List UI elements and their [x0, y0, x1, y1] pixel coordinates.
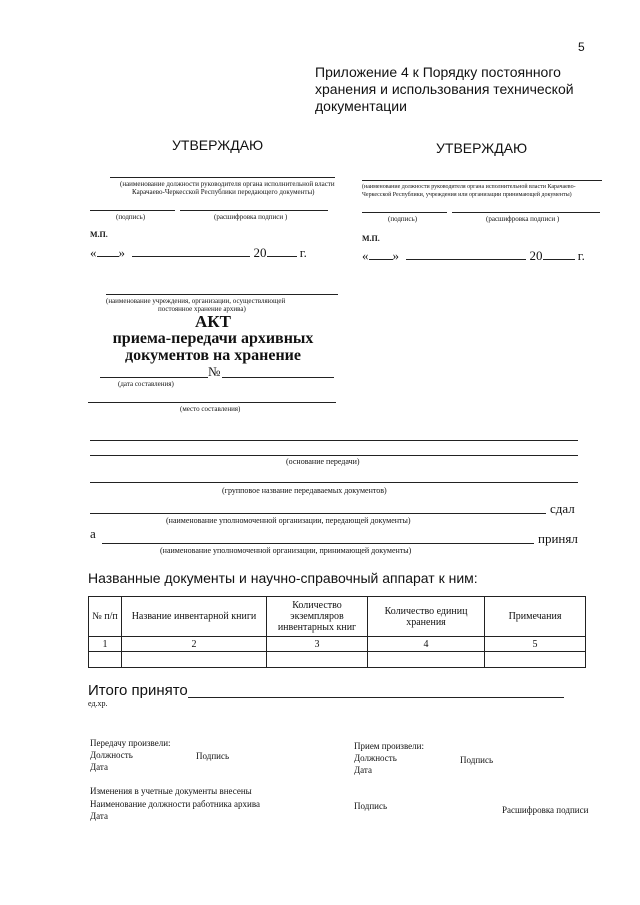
approve-left-year-prefix: 20 [253, 245, 267, 260]
table-cell[interactable] [485, 652, 586, 668]
received-line[interactable] [102, 543, 534, 544]
accounting-line-2: Наименование должности работника архива [90, 799, 260, 809]
handed-caption: (наименование уполномоченной организации, передающей документы) [166, 516, 411, 525]
approve-left-decoding-line[interactable] [180, 210, 328, 211]
table-cell[interactable] [267, 652, 368, 668]
act-place-line[interactable] [88, 402, 336, 403]
institution-line[interactable] [106, 294, 338, 295]
approve-right-signature-caption: (подпись) [388, 215, 418, 223]
approve-left-position-caption-1: (наименование должности руководителя органа исполнительной власти [120, 180, 335, 188]
table-cell[interactable] [89, 652, 122, 668]
documents-table [88, 596, 586, 668]
total-line[interactable] [188, 697, 564, 698]
act-number-sign: № [208, 364, 221, 379]
accounting-line-1: Изменения в учетные документы внесены [90, 786, 252, 796]
table-number-row [89, 637, 586, 652]
approve-left-signature-caption: (подпись) [116, 213, 146, 221]
date-close-quote: » [118, 245, 125, 260]
date-open-quote: « [362, 248, 369, 263]
column-number-3: 3 [267, 637, 368, 652]
approve-right-decoding-line[interactable] [452, 212, 600, 213]
header-book-name: Название инвентарной книги [122, 597, 267, 637]
approve-left-month-field[interactable] [132, 256, 250, 257]
received-signature: Подпись [460, 755, 494, 765]
basis-line-2[interactable] [90, 455, 578, 456]
table-cell[interactable] [122, 652, 267, 668]
approve-right-title: УТВЕРЖДАЮ [436, 140, 528, 156]
approve-left-title: УТВЕРЖДАЮ [172, 137, 264, 153]
received-word: принял [538, 531, 578, 546]
header-notes: Примечания [485, 597, 586, 637]
approve-right-date [362, 248, 585, 264]
basis-line-1[interactable] [90, 440, 578, 441]
accounting-date: Дата [90, 811, 108, 821]
date-open-quote: « [90, 245, 97, 260]
column-number-1: 1 [89, 637, 122, 652]
act-title-1: АКТ [195, 312, 231, 331]
handed-line[interactable] [90, 513, 546, 514]
approve-left-date [90, 245, 307, 261]
header-number: № п/п [89, 597, 122, 637]
accounting-decoding: Расшифровка подписи [502, 805, 589, 815]
group-name-line[interactable] [90, 482, 578, 483]
approve-right-year-field[interactable] [543, 259, 575, 260]
appendix-line-3: документации [315, 98, 407, 114]
act-number-line[interactable] [222, 377, 334, 378]
approve-left-seal: М.П. [90, 230, 108, 239]
handed-position: Должность [90, 750, 133, 760]
approve-left-year-suffix: г. [299, 245, 307, 260]
approve-right-position-caption-1: (наименование должности руководителя органа исполнительной власти Карачаево- [362, 184, 576, 190]
approve-right-decoding-caption: (расшифровка подписи ) [486, 215, 560, 223]
column-number-4: 4 [368, 637, 485, 652]
received-title: Прием произвели: [354, 741, 424, 751]
act-place-caption: (место составления) [180, 405, 241, 413]
date-close-quote: » [392, 248, 399, 263]
basis-caption: (основание передачи) [286, 457, 360, 466]
approve-left-day-field[interactable] [97, 256, 119, 257]
approve-right-signature-line[interactable] [362, 212, 447, 213]
appendix-caption [315, 64, 574, 115]
approve-right-day-field[interactable] [369, 259, 393, 260]
received-caption: (наименование уполномоченной организации, принимающей документы) [160, 546, 412, 555]
handed-word: сдал [550, 501, 575, 516]
listing-heading: Названные документы и научно-справочный аппарат к ним: [88, 570, 478, 586]
institution-caption-1: (наименование учреждения, организации, осуществляющей [106, 297, 286, 305]
column-number-2: 2 [122, 637, 267, 652]
approve-left-signature-line[interactable] [90, 210, 175, 211]
act-title-3: документов на хранение [125, 347, 301, 364]
appendix-line-1: Приложение 4 к Порядку постоянного [315, 64, 561, 80]
appendix-line-2: хранения и использования технической [315, 81, 574, 97]
approve-left-decoding-caption: (расшифровка подписи ) [214, 213, 288, 221]
act-date-line[interactable] [100, 377, 208, 378]
received-position: Должность [354, 753, 397, 763]
act-title-2: приема-передачи архивных [112, 330, 314, 347]
act-title [88, 313, 338, 364]
total-label: Итого принято [88, 682, 188, 699]
page-number: 5 [578, 40, 585, 54]
approve-left-position-line[interactable] [110, 177, 335, 178]
approve-left-year-field[interactable] [267, 256, 297, 257]
header-copies: Количество экземпляров инвентарных книг [267, 597, 368, 637]
approve-right-year-suffix: г. [577, 248, 585, 263]
approve-right-year-prefix: 20 [529, 248, 543, 263]
accounting-signature: Подпись [354, 801, 388, 811]
approve-right-position-caption-2: Черкесской Республики, учреждения или организации принимающей документы) [362, 192, 572, 198]
received-date: Дата [354, 765, 372, 775]
approve-left-position-caption-2: Карачаево-Черкесской Республики передающего документы) [132, 188, 315, 196]
and-word: а [90, 526, 96, 541]
handed-signature: Подпись [196, 751, 230, 761]
table-row[interactable] [89, 652, 586, 668]
approve-right-position-line[interactable] [362, 180, 602, 181]
approve-right-seal: М.П. [362, 234, 380, 243]
act-date-caption: (дата составления) [118, 380, 174, 388]
handed-date: Дата [90, 762, 108, 772]
table-header-row [89, 597, 586, 637]
table-cell[interactable] [368, 652, 485, 668]
column-number-5: 5 [485, 637, 586, 652]
approve-right-month-field[interactable] [406, 259, 526, 260]
institution-caption-2: постоянное хранение архива) [158, 305, 246, 313]
total-unit: ед.хр. [88, 699, 108, 708]
header-units: Количество единиц хранения [368, 597, 485, 637]
handed-title: Передачу произвели: [90, 738, 171, 748]
group-name-caption: (групповое название передаваемых документов) [222, 486, 387, 495]
